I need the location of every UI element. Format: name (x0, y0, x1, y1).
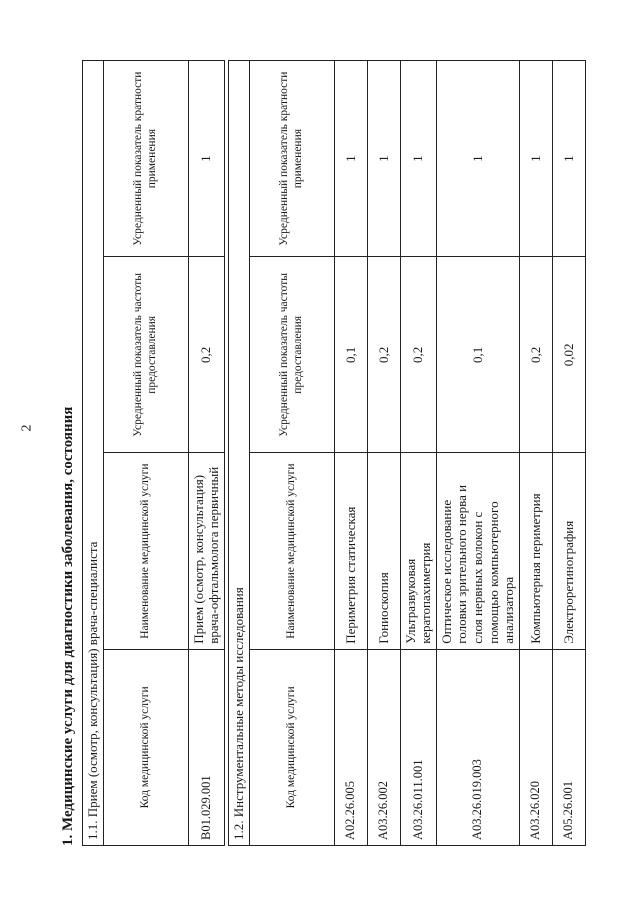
header-name: Наименование медицинской услуги (249, 453, 334, 649)
cell-name: Компьютерная периметрия (519, 453, 552, 649)
cell-frequency: 0,02 (552, 257, 585, 453)
cell-frequency: 0,1 (436, 257, 519, 453)
header-frequency: Усредненный показатель частоты предоставления (249, 257, 334, 453)
cell-code: A03.26.020 (519, 649, 552, 845)
cell-multiplicity: 1 (367, 61, 400, 257)
cell-name: Прием (осмотр, консультация) врача-офтальмолога первичный (188, 453, 224, 649)
cell-multiplicity: 1 (188, 61, 224, 257)
cell-multiplicity: 1 (552, 61, 585, 257)
table-header-row (103, 61, 188, 846)
section-title: 1. Медицинские услуги для диагностики заболевания, состояния (60, 406, 76, 846)
header-frequency: Усредненный показатель частоты предоставления (103, 257, 188, 453)
cell-frequency: 0,2 (188, 257, 224, 453)
table-caption-row (83, 61, 104, 846)
table-row (188, 61, 224, 846)
header-code: Код медицинской услуги (249, 649, 334, 845)
cell-multiplicity: 1 (400, 61, 436, 257)
cell-name: Электроретинография (552, 453, 585, 649)
cell-name: Ультразвуковая кератопахиметрия (400, 453, 436, 649)
cell-frequency: 0,2 (400, 257, 436, 453)
table-row (436, 61, 519, 846)
cell-code: A02.26.005 (334, 649, 367, 845)
rotated-page-content (60, 60, 576, 846)
cell-code: B01.029.001 (188, 649, 224, 845)
header-multiplicity: Усредненный показатель кратности применения (103, 61, 188, 257)
header-multiplicity: Усредненный показатель кратности применения (249, 61, 334, 257)
header-name: Наименование медицинской услуги (103, 453, 188, 649)
cell-code: A03.26.019.003 (436, 649, 519, 845)
cell-code: A03.26.011.001 (400, 649, 436, 845)
table-caption: 1.1. Прием (осмотр, консультация) врача-специалиста (83, 61, 104, 846)
header-code: Код медицинской услуги (103, 649, 188, 845)
table-caption-row (229, 61, 250, 846)
table-row (400, 61, 436, 846)
table-header-row (249, 61, 334, 846)
cell-code: A03.26.002 (367, 649, 400, 845)
cell-name: Периметрия статическая (334, 453, 367, 649)
cell-multiplicity: 1 (334, 61, 367, 257)
cell-multiplicity: 1 (519, 61, 552, 257)
table-row (519, 61, 552, 846)
table-consultation (82, 60, 225, 846)
cell-name: Гониоскопия (367, 453, 400, 649)
cell-frequency: 0,2 (367, 257, 400, 453)
cell-frequency: 0,1 (334, 257, 367, 453)
cell-name: Оптическое исследование головки зрительного нерва и слоя нервных волокон с помощью компьютерного анализатора (436, 453, 519, 649)
table-row (367, 61, 400, 846)
table-instrumental (228, 60, 586, 846)
table-row (552, 61, 585, 846)
table-row (334, 61, 367, 846)
table-caption: 1.2. Инструментальные методы исследования (229, 61, 250, 846)
cell-multiplicity: 1 (436, 61, 519, 257)
cell-frequency: 0,2 (519, 257, 552, 453)
cell-code: A05.26.001 (552, 649, 585, 845)
page-number: 2 (19, 424, 35, 432)
